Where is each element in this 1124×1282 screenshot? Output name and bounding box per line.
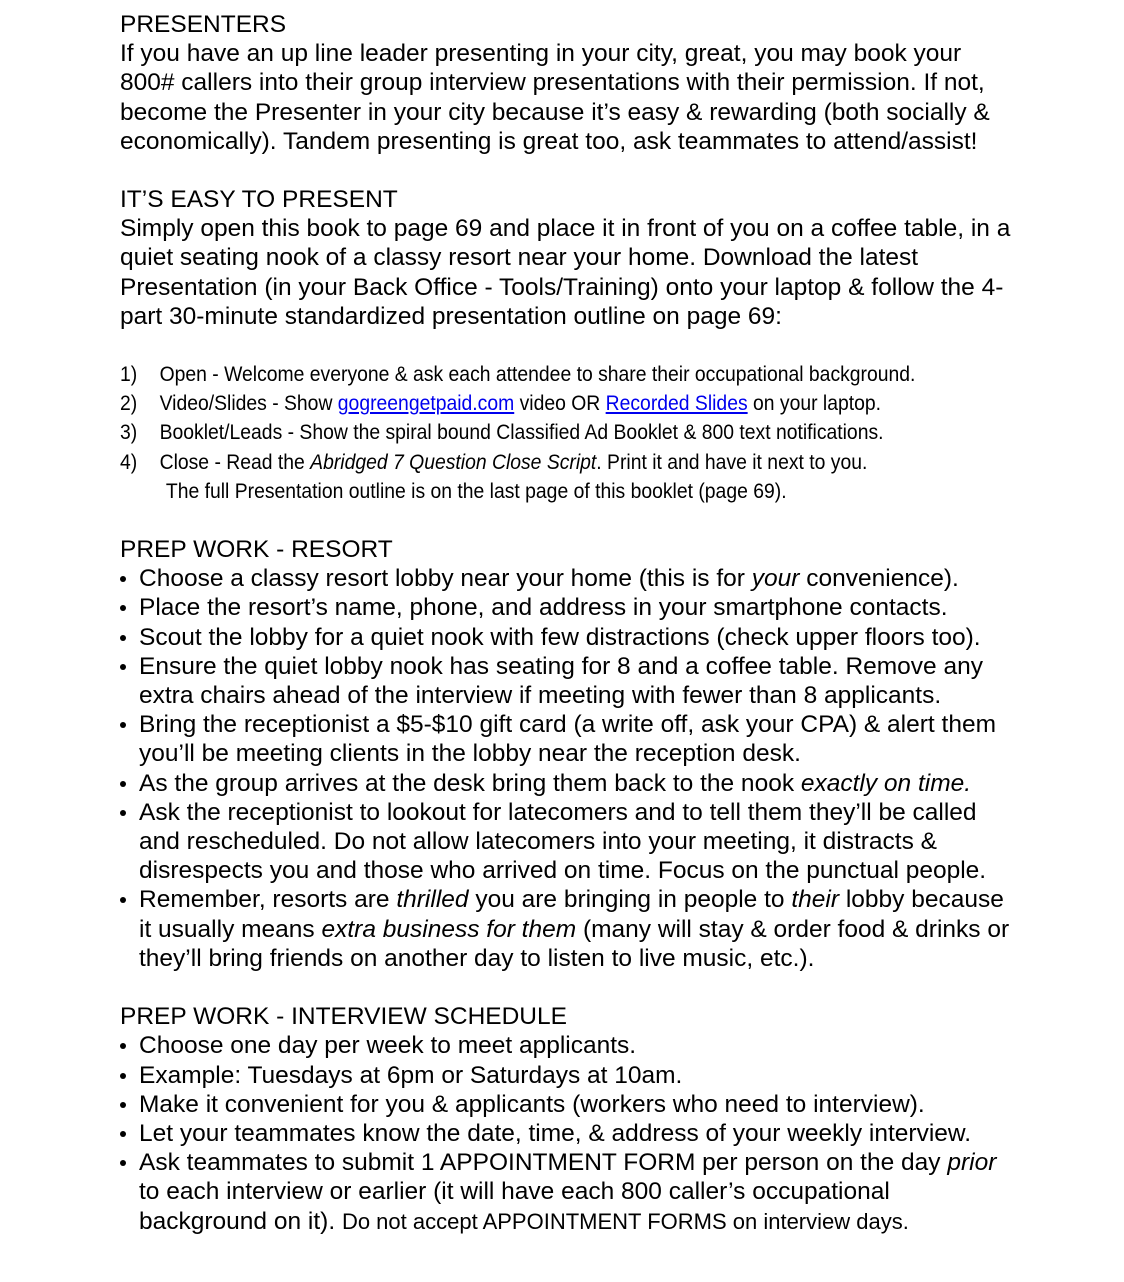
bullet-text: lobby because it usually means [139, 886, 1004, 943]
step-number: 4) [120, 449, 138, 474]
prep-resort-heading: PREP WORK - RESORT [120, 536, 393, 564]
list-item [120, 652, 1020, 710]
prep-schedule-heading: PREP WORK - INTERVIEW SCHEDULE [120, 1003, 567, 1031]
bullet-icon [120, 1131, 126, 1137]
gogreengetpaid-link[interactable]: gogreengetpaid.com [337, 391, 515, 416]
step-item [120, 360, 930, 389]
step-text: video OR [514, 391, 606, 416]
bullet-emphasis: thrilled [396, 886, 469, 914]
bullet-icon [120, 810, 126, 816]
list-item [120, 1031, 1020, 1060]
step-text: Open - Welcome everyone & ask each attendee to share their occupational background. [159, 362, 916, 387]
bullet-icon [120, 664, 126, 670]
bullet-icon [120, 897, 126, 903]
bullet-text: Ask the receptionist to lookout for latecomers and to tell them they’ll be called and rescheduled. Do not allow latecomers into your meeting, it distracts & disrespects you and those who arrived on time. Focus on the punctual people. [139, 798, 987, 885]
recorded-slides-link[interactable]: Recorded Slides [605, 391, 748, 416]
bullet-icon [120, 1160, 126, 1166]
step-item [120, 389, 930, 418]
easy-to-present-paragraph: Simply open this book to page 69 and place it in front of you on a coffee table, in a quiet seating nook of a classy resort near your home. Download the latest Presentation (in your Back Office - Tools/Training) onto your laptop & follow the 4-part 30-minute standardized presentation outline on page 69: [120, 215, 1011, 330]
list-item [120, 564, 1020, 593]
list-item [120, 798, 1020, 886]
bullet-text: Choose one day per week to meet applicants. [139, 1032, 637, 1060]
bullet-text: Choose a classy resort lobby near your home (this is for [139, 565, 752, 593]
bullet-text: Let your teammates know the date, time, & address of your weekly interview. [139, 1119, 972, 1147]
list-item [120, 1061, 1020, 1090]
step-text: Close - Read the [159, 449, 311, 474]
step-number: 3) [120, 420, 138, 445]
step-text: on your laptop. [747, 391, 882, 416]
easy-to-present-heading: IT’S EASY TO PRESENT [120, 186, 398, 214]
bullet-text: convenience). [799, 565, 959, 593]
bullet-emphasis: their [791, 886, 840, 914]
list-item [120, 623, 1020, 652]
outline-note-item [120, 477, 930, 506]
step-item [120, 448, 930, 477]
document-page [120, 10, 1020, 1236]
bullet-icon [120, 635, 126, 641]
list-item [120, 769, 1020, 798]
bullet-text: Remember, resorts are [139, 886, 397, 914]
step-number: 2) [120, 391, 138, 416]
step-text: Booklet/Leads - Show the spiral bound Classified Ad Booklet & 800 text notifications. [159, 420, 884, 445]
bullet-icon [120, 1043, 126, 1049]
list-item [120, 1090, 1020, 1119]
bullet-text: Bring the receptionist a $5-$10 gift card (a write off, ask your CPA) & alert them you’ll be meeting clients in the lobby near the reception desk. [139, 711, 996, 768]
bullet-icon [120, 605, 126, 611]
list-item [120, 885, 1020, 973]
presenters-paragraph: If you have an up line leader presenting in your city, great, you may book your 800# callers into their group interview presentations with their permission. If not, become the Presenter in your city because it’s easy & rewarding (both socially & economically). Tandem presenting is great too, ask teammates to attend/assist! [120, 40, 990, 155]
bullet-text: Ask teammates to submit 1 APPOINTMENT FORM per person on the day [139, 1149, 948, 1177]
bullet-text: you are bringing in people to [468, 886, 792, 914]
list-item [120, 710, 1020, 768]
bullet-text: Ensure the quiet lobby nook has seating for 8 and a coffee table. Remove any extra chairs ahead of the interview if meeting with fewer than 8 applicants. [139, 652, 983, 710]
bullet-emphasis: your [751, 565, 800, 593]
bullet-text: Make it convenient for you & applicants (workers who need to interview). [139, 1090, 925, 1118]
presenters-heading: PRESENTERS [120, 11, 287, 38]
close-script-title: Abridged 7 Question Close Script [310, 449, 597, 474]
list-item [120, 593, 1020, 622]
step-number: 1) [120, 362, 138, 387]
bullet-text: Scout the lobby for a quiet nook with few distractions (check upper floors too). [139, 623, 981, 651]
step-text: Video/Slides - Show [159, 391, 338, 416]
bullet-emphasis: extra business for them [321, 915, 577, 943]
bullet-note: Do not accept APPOINTMENT FORMS on interview days. [341, 1208, 909, 1234]
step-item [120, 418, 930, 447]
bullet-text: As the group arrives at the desk bring them back to the nook [139, 769, 801, 797]
bullet-emphasis: prior [947, 1149, 997, 1177]
bullet-text: to each interview or earlier (it will have each 800 caller’s occupational background on it). [139, 1178, 890, 1235]
bullet-emphasis: exactly on time. [800, 769, 972, 797]
bullet-icon [120, 1073, 126, 1079]
bullet-icon [120, 576, 126, 582]
bullet-text: Example: Tuesdays at 6pm or Saturdays at 10am. [139, 1061, 683, 1089]
prep-resort-list [120, 564, 1020, 973]
bullet-icon [120, 781, 126, 787]
bullet-text: Place the resort’s name, phone, and address in your smartphone contacts. [139, 594, 948, 622]
bullet-icon [120, 1102, 126, 1108]
prep-schedule-list [120, 1031, 1020, 1235]
list-item [120, 1148, 1020, 1236]
bullet-icon [120, 722, 126, 728]
presentation-steps-list [120, 360, 930, 506]
step-text: . Print it and have it next to you. [596, 449, 868, 474]
list-item [120, 1119, 1020, 1148]
bullet-text: (many will stay & order food & drinks or they’ll bring friends on another day to listen to live music, etc.). [139, 915, 1010, 972]
outline-note: The full Presentation outline is on the last page of this booklet (page 69). [165, 478, 787, 503]
